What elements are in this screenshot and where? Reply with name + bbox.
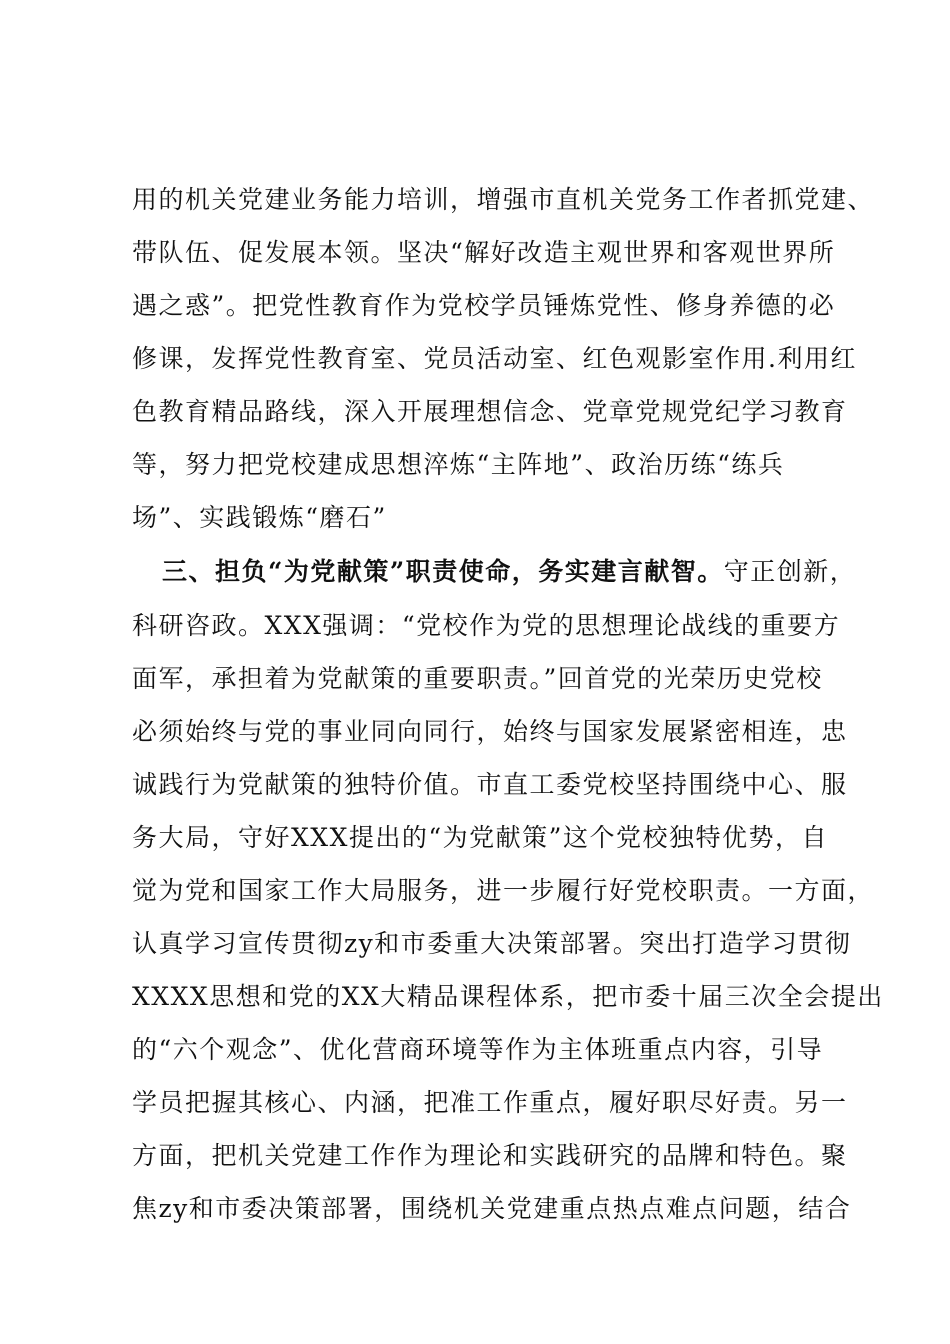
- paragraph-2-line-8: 认真学习宣传贯彻zy和市委重大决策部署。突出打造学习贯彻: [132, 929, 852, 958]
- paragraph-2-line-13: 焦zy和市委决策部署，围绕机关党建重点热点难点问题，结合: [132, 1194, 852, 1223]
- paragraph-1-line-5: 色教育精品路线，深入开展理想信念、党章党规党纪学习教育: [132, 397, 848, 426]
- paragraph-2-line-5: 诚践行为党献策的独特价值。市直工委党校坚持围绕中心、服: [132, 770, 848, 799]
- paragraph-2-line-12: 方面，把机关党建工作作为理论和实践研究的品牌和特色。聚: [132, 1141, 848, 1170]
- paragraph-1-line-3: 遇之惑”。把党性教育作为党校学员锤炼党性、修身养德的必: [132, 291, 836, 320]
- paragraph-2-line-1: [162, 557, 857, 587]
- paragraph-2-line-11: 学员把握其核心、内涵，把准工作重点，履好职尽好责。另一: [132, 1088, 848, 1117]
- paragraph-1-line-6: 等，努力把党校建成思想淬炼“主阵地”、政治历练“练兵: [132, 450, 785, 479]
- paragraph-2-line-2: 科研咨政。XXX强调：“党校作为党的思想理论战线的重要方: [132, 611, 841, 640]
- paragraph-1-line-1: 用的机关党建业务能力培训，增强市直机关党务工作者抓党建、: [132, 185, 875, 214]
- paragraph-2-line-10: 的“六个观念”、优化营商环境等作为主体班重点内容，引导: [132, 1035, 824, 1064]
- paragraph-1-line-7: 场”、实践锻炼“磨石”: [132, 503, 387, 532]
- paragraph-1-line-2: 带队伍、促发展本领。坚决“解好改造主观世界和客观世界所: [132, 238, 836, 267]
- paragraph-1-line-4: 修课，发挥党性教育室、党员活动室、红色观影室作用.利用红: [132, 344, 857, 373]
- paragraph-2-line-3: 面军，承担着为党献策的重要职责。”回首党的光荣历史党校: [132, 664, 823, 693]
- section-heading-continuation: 守正创新，: [723, 557, 857, 586]
- paragraph-2-line-4: 必须始终与党的事业同向同行，始终与国家发展紧密相连，忠: [132, 717, 848, 746]
- paragraph-2-line-7: 觉为党和国家工作大局服务，进一步履行好党校职责。一方面，: [132, 876, 875, 905]
- paragraph-2-line-9: XXXX思想和党的XX大精品课程体系，把市委十届三次全会提出: [132, 982, 884, 1011]
- section-heading: 三、担负“为党献策”职责使命，务实建言献智。: [162, 557, 724, 586]
- paragraph-2-line-6: 务大局，守好XXX提出的“为党献策”这个党校独特优势，自: [132, 823, 828, 852]
